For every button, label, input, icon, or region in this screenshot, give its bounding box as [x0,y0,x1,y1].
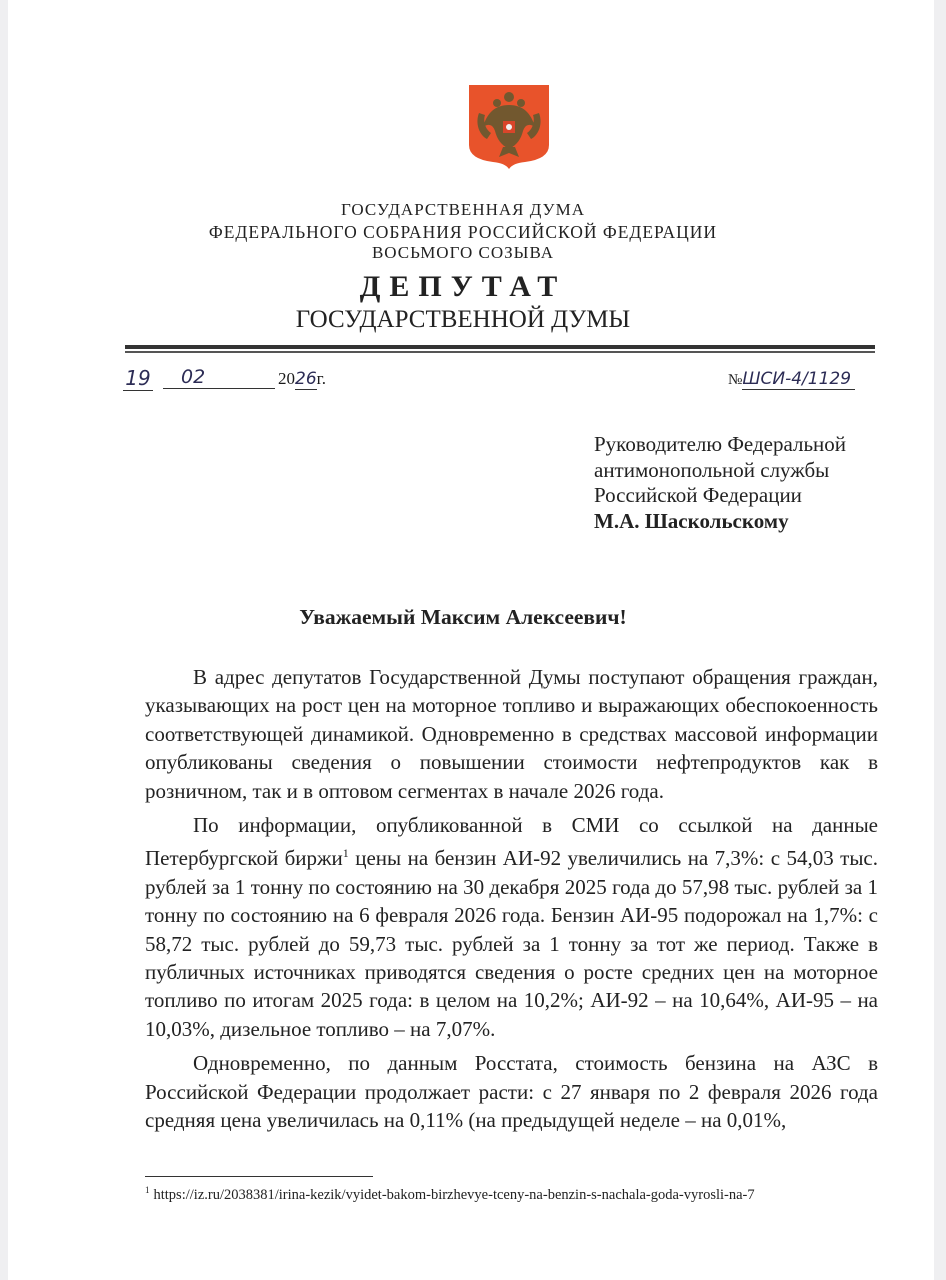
footnote-divider [145,1176,373,1177]
letter-page [8,0,934,1280]
salutation: Уважаемый Максим Алексеевич! [299,605,627,629]
body-paragraph-2-part-b: цены на бензин АИ-92 увеличились на 7,3%: с 54,03 тыс. рублей за 1 тонну по состоянию на 30 декабря 2025 года до 57,98 тыс. рублей за 1 тонну по состоянию на 6 февраля 2026 года. Бензин АИ-95 подорожал на 1,7%: с 58,72 тыс. рублей до 59,73 тыс. рублей за 1 тонну за тот же период. Также в публичных источниках приводятся сведения о росте средних цен на моторное топливо по итогам 2025 года: в целом на 10,2%; АИ-92 – на 10,64%, АИ-95 – на 10,03%, дизельное топливо – на 7,07%. [145,846,878,1041]
reference-value: ШСИ-4/1129 [742,369,855,390]
letterhead-line-1: ГОСУДАРСТВЕННАЯ ДУМА [341,200,585,219]
header-divider-thick [125,345,875,349]
header-divider-thin [125,351,875,353]
date-day: 19 [123,366,153,391]
footnote [145,1185,755,1204]
footnote-link[interactable]: https://iz.ru/2038381/irina-kezik/vyidet-bakom-birzhevye-tceny-na-benzin-s-nachala-goda-vyrosli-na-7 [153,1186,755,1203]
footnote-marker: 1 [145,1185,150,1195]
date-year-suffix: 26 [295,369,317,389]
date-year-prefix: 20 [278,369,295,388]
letterhead-title: ДЕПУТАТ [359,270,567,303]
body-paragraph-3: Одновременно, по данным Росстата, стоимость бензина на АЗС в Российской Федерации продолжает расти: с 27 января по 2 февраля 2026 года средняя цена увеличилась на 0,11% (на предыдущей неделе – на 0,01%, [145,1051,878,1133]
coat-of-arms-icon [465,83,553,169]
date-month: 02 [163,366,275,389]
body-paragraph-2 [145,811,878,1043]
date-year-unit: г. [316,369,326,388]
addressee-line-2: антимонопольной службы [594,457,830,482]
addressee-block [594,432,846,534]
letterhead-line-3: ВОСЬМОГО СОЗЫВА [371,243,555,262]
addressee-line-1: Руководителю Федеральной [594,432,846,456]
date-year [278,369,326,389]
letterhead-line-2: ФЕДЕРАЛЬНОГО СОБРАНИЯ РОССИЙСКОЙ ФЕДЕРАЦИИ [208,222,718,242]
reference-label: № [728,372,743,388]
body-paragraph-1: В адрес депутатов Государственной Думы поступают обращения граждан, указывающих на рост цен на моторное топливо и выражающих обеспокоенность соответствующей динамикой. Одновременно в средствах массовой информации опубликованы сведения о повышении стоимости нефтепродуктов как в розничном, так и в оптовом сегментах в начале 2026 года. [145,665,878,803]
addressee-line-3: Российской Федерации [594,483,802,507]
letter-body [145,663,878,1141]
body-paragraph-2-part-a: По информации, опубликованной в СМИ со ссылкой на данные Петербургской биржи [145,813,878,871]
letterhead-subtitle: ГОСУДАРСТВЕННОЙ ДУМЫ [295,306,631,333]
addressee-name: М.А. Шаскольскому [594,508,789,533]
reference-number [728,368,855,389]
footnote-reference: 1 [342,846,349,861]
